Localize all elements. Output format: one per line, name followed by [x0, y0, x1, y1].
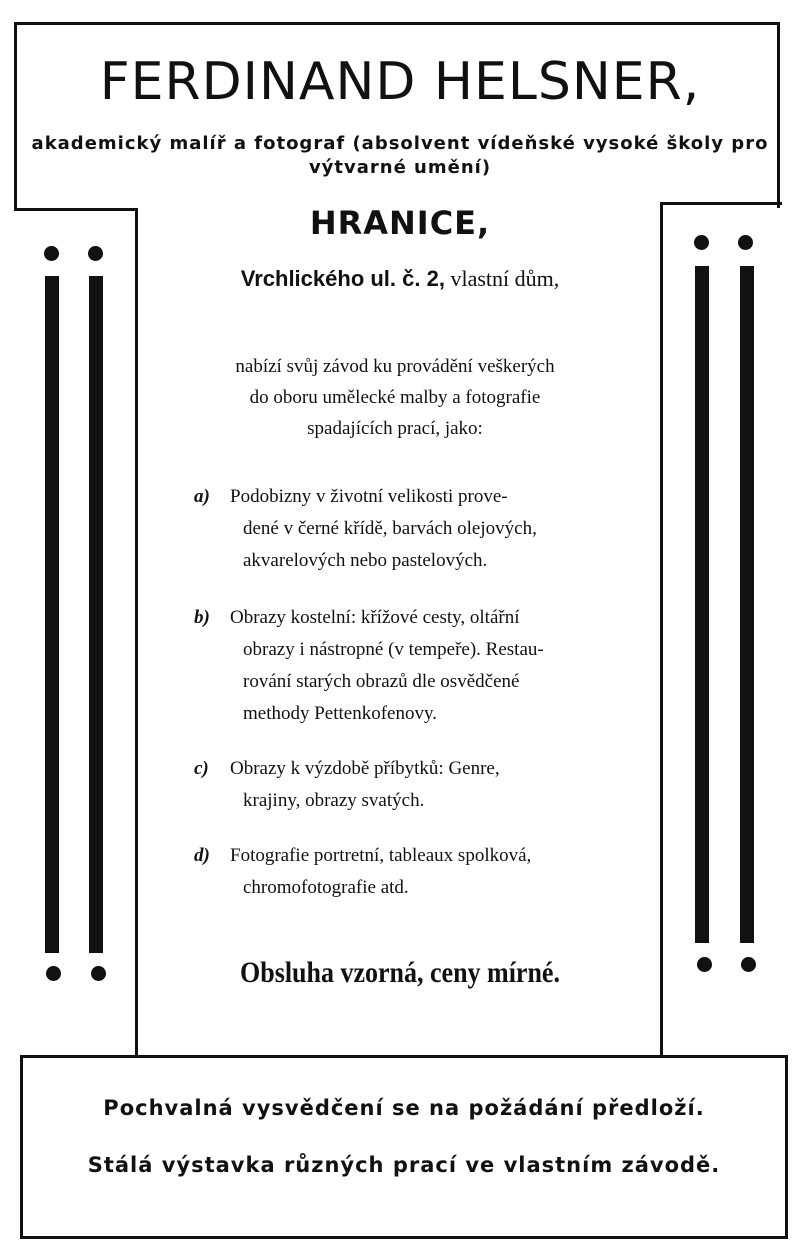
item-line: Obrazy kostelní: křížové cesty, oltářní: [230, 607, 520, 628]
ornament-bar: [45, 276, 59, 953]
left-column-frame: [14, 208, 138, 1056]
item-line: obrazy i nástropné (v tempeře). Restau-: [243, 639, 544, 660]
footer-frame: [20, 1055, 788, 1239]
item-letter: a): [194, 486, 210, 507]
ornament-dot: [88, 246, 103, 261]
ornament-bar: [740, 266, 754, 943]
item-line: methody Pettenkofenovy.: [243, 703, 438, 724]
item-line: dené v černé křídě, barvách olejových,: [243, 518, 537, 539]
intro-paragraph: [175, 351, 615, 444]
address-rest: vlastní dům,: [450, 266, 560, 291]
address: [0, 266, 800, 292]
item-line: rování starých obrazů dle osvědčené: [243, 671, 520, 692]
item-line: Podobizny v životní velikosti prove-: [230, 486, 508, 507]
advertiser-name: FERDINAND HELSNER,: [99, 52, 701, 112]
header-frame: [14, 22, 780, 208]
ornament-bar: [89, 276, 103, 953]
service-item-c: [190, 753, 620, 817]
intro-line: nabízí svůj závod ku provádění veškerých: [235, 356, 555, 377]
footer-line-1: Pochvalná vysvědčení se na požádání předloží.: [103, 1096, 705, 1120]
item-line: Fotografie portretní, tableaux spolková,: [230, 845, 532, 866]
item-line: krajiny, obrazy svatých.: [243, 790, 425, 811]
ornament-dot: [44, 246, 59, 261]
motto: Obsluha vzorná, ceny mírné.: [240, 955, 560, 990]
right-column-frame: [660, 202, 782, 1057]
item-line: chromofotografie atd.: [243, 877, 409, 898]
ornament-bar: [695, 266, 709, 943]
footer-line-2: Stálá výstavka různých prací ve vlastním závodě.: [87, 1153, 721, 1177]
intro-line: spadajících prací, jako:: [307, 418, 483, 439]
advertiser-profession: akademický malíř a fotograf (absolvent vídeňské vysoké školy pro výtvarné umění): [31, 133, 769, 178]
city-name: HRANICE,: [309, 204, 491, 242]
item-letter: b): [194, 607, 210, 628]
item-letter: d): [194, 845, 210, 866]
service-item-a: [190, 481, 620, 577]
item-line: Obrazy k výzdobě příbytků: Genre,: [230, 758, 500, 779]
item-letter: c): [194, 758, 209, 779]
address-street: Vrchlického ul. č. 2,: [240, 266, 445, 291]
service-item-b: [190, 602, 620, 730]
service-item-d: [190, 840, 620, 904]
intro-line: do oboru umělecké malby a fotografie: [249, 387, 541, 408]
item-line: akvarelových nebo pastelových.: [243, 550, 488, 571]
